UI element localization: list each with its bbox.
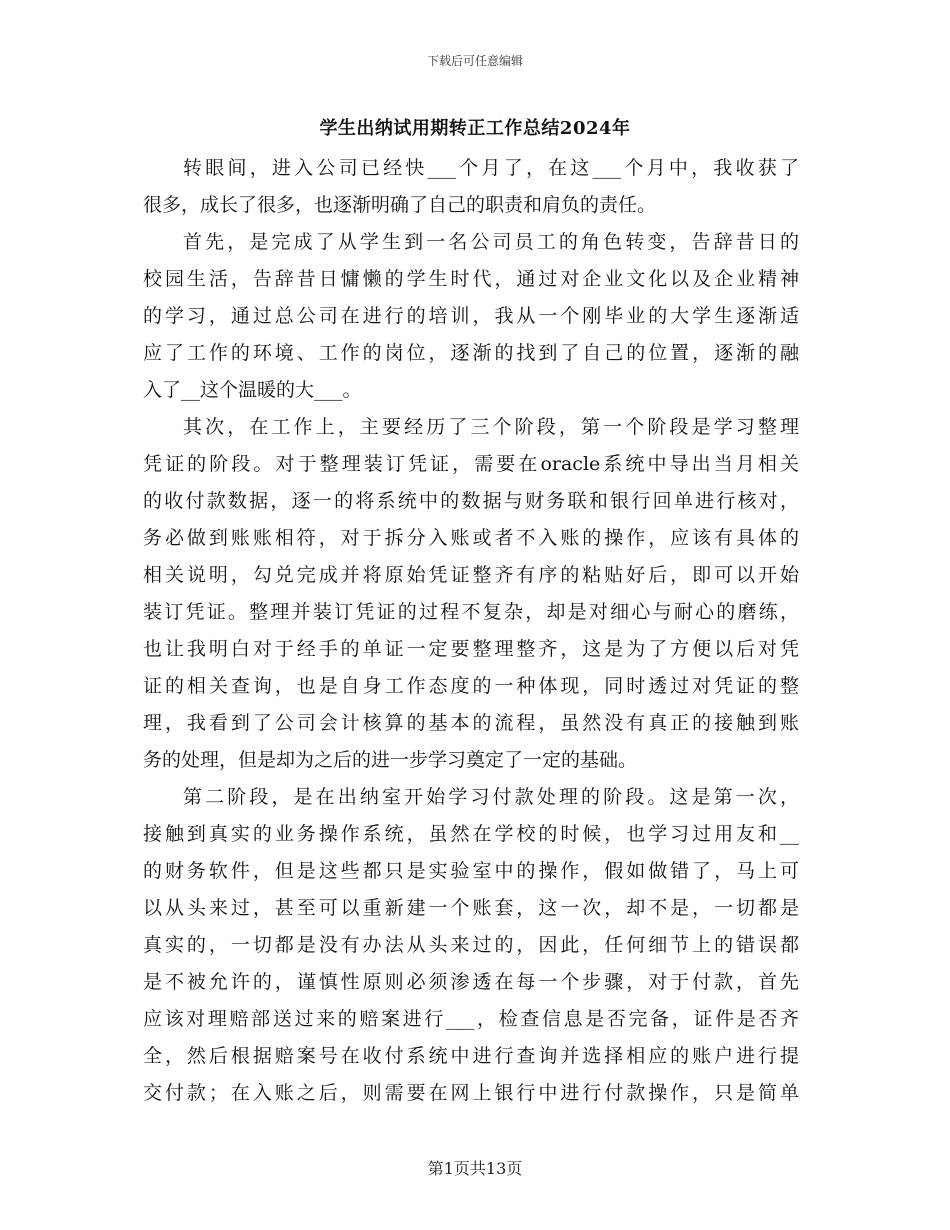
- text-line: 务必做到账账相符，对于拆分入账或者不入账的操作，应该有具体的: [143, 527, 799, 549]
- text-line: 以从头来过，甚至可以重新建一个账套，这一次，却不是，一切都是: [143, 897, 799, 919]
- text-line: 全，然后根据赔案号在收付系统中进行查询并选择相应的账户进行提: [143, 1045, 799, 1067]
- text-line: 证的相关查询，也是自身工作态度的一种体现，同时透过对凭证的整: [143, 675, 799, 697]
- page-header-note: 下载后可任意编辑: [426, 54, 523, 68]
- text-line: 首先，是完成了从学生到一名公司员工的角色转变，告辞昔日的: [183, 231, 799, 253]
- text-line: 务的处理，但是却为之后的进一步学习奠定了一定的基础。: [143, 749, 638, 771]
- text-line: 的财务软件，但是这些都只是实验室中的操作，假如做错了，马上可: [143, 860, 799, 882]
- document-body: [143, 150, 799, 1112]
- text-line: 很多，成长了很多，也逐渐明确了自己的职责和肩负的责任。: [143, 194, 657, 216]
- text-line: 第二阶段，是在出纳室开始学习付款处理的阶段。这是第一次，: [183, 786, 799, 808]
- text-line: 接触到真实的业务操作系统，虽然在学校的时候，也学习过用友和__: [143, 823, 799, 845]
- text-line: 是不被允许的，谨慎性原则必须渗透在每一个步骤，对于付款，首先: [143, 971, 799, 993]
- text-line: 的收付款数据，逐一的将系统中的数据与财务联和银行回单进行核对，: [143, 490, 799, 512]
- text-line: 相关说明，勾兑完成并将原始凭证整齐有序的粘贴好后，即可以开始: [143, 564, 799, 586]
- text-line: 其次，在工作上，主要经历了三个阶段，第一个阶段是学习整理: [183, 416, 799, 438]
- text-line: 也让我明白对于经手的单证一定要整理整齐，这是为了方便以后对凭: [143, 638, 799, 660]
- text-line: 理，我看到了公司会计核算的基本的流程，虽然没有真正的接触到账: [143, 712, 799, 734]
- text-line: 应了工作的环境、工作的岗位，逐渐的找到了自己的位置，逐渐的融: [143, 342, 799, 364]
- text-line: 真实的，一切都是没有办法从头来过的，因此，任何细节上的错误都: [143, 934, 799, 956]
- text-line: 的学习，通过总公司在进行的培训，我从一个刚毕业的大学生逐渐适: [143, 305, 799, 327]
- page-number-footer: 第1页共13页: [427, 1159, 523, 1178]
- text-line: 应该对理赔部送过来的赔案进行___，检查信息是否完备，证件是否齐: [143, 1008, 799, 1030]
- text-line: 转眼间，进入公司已经快___个月了，在这___个月中，我收获了: [183, 157, 799, 179]
- text-line: 凭证的阶段。对于整理装订凭证，需要在oracle系统中导出当月相关: [143, 453, 799, 475]
- document-title: 学生出纳试用期转正工作总结2024年: [319, 118, 631, 139]
- text-line: 校园生活，告辞昔日慵懒的学生时代，通过对企业文化以及企业精神: [143, 268, 799, 290]
- text-line: 装订凭证。整理并装订凭证的过程不复杂，却是对细心与耐心的磨练，: [143, 601, 799, 623]
- text-line: 入了__这个温暖的大___。: [143, 379, 362, 401]
- text-line: 交付款；在入账之后，则需要在网上银行中进行付款操作，只是简单: [143, 1082, 799, 1104]
